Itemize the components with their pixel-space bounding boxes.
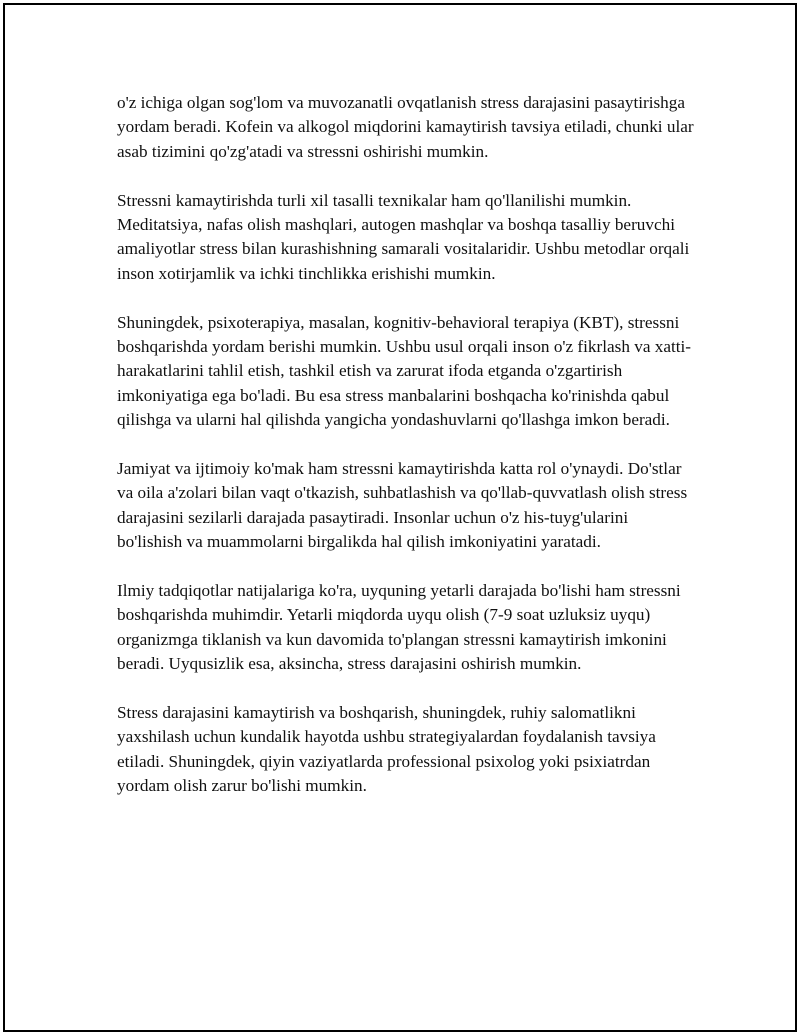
paragraph-psychotherapy: Shuningdek, psixoterapiya, masalan, kognitiv-behavioral terapiya (KBT), stressni boshqarishda yordam berishi mumkin. Ushbu usul orqali inson o'z fikrlash va xatti-harakatlarini tahlil etish, tashkil etish va zarurat ifoda etganda o'zgartirish imkoniyatiga ega bo'ladi. Bu esa stress manbalarini boshqacha ko'rinishda qabul qilishga va ularni hal qilishda yangicha yondashuvlarni qo'llashga imkon beradi. — [117, 312, 692, 430]
paragraph-sleep: Ilmiy tadqiqotlar natijalariga ko'ra, uyquning yetarli darajada bo'lishi ham stressni boshqarishda muhimdir. Yetarli miqdorda uyqu olish (7-9 soat uzluksiz uyqu) organizmga tiklanish va kun davomida to'plangan stressni kamaytirish imkonini beradi. Uyqusizlik esa, aksincha, stress darajasini oshirish mumkin. — [117, 581, 681, 674]
document-body — [117, 91, 697, 823]
paragraph-diet: o'z ichiga olgan sog'lom va muvozanatli ovqatlanish stress darajasini pasaytirishga yordam beradi. Kofein va alkogol miqdorini kamaytirish tavsiya etiladi, chunki ular asab tizimini qo'zg'atadi va stressni oshirishi mumkin. — [117, 93, 694, 161]
paragraph-social-support: Jamiyat va ijtimoiy ko'mak ham stressni kamaytirishda katta rol o'ynaydi. Do'stlar va oila a'zolari bilan vaqt o'tkazish, suhbatlashish va qo'llab-quvvatlash olish stress darajasini sezilarli darajada pasaytiradi. Insonlar uchun o'z his-tuyg'ularini bo'lishish va muammolarni birgalikda hal qilish imkoniyatini yaratadi. — [117, 459, 688, 552]
paragraph-conclusion: Stress darajasini kamaytirish va boshqarish, shuningdek, ruhiy salomatlikni yaxshilash uchun kundalik hayotda ushbu strategiyalardan foydalanish tavsiya etiladi. Shuningdek, qiyin vaziyatlarda professional psixolog yoki psixiatrdan yordam olish zarur bo'lishi mumkin. — [117, 703, 656, 796]
paragraph-relaxation: Stressni kamaytirishda turli xil tasalli texnikalar ham qo'llanilishi mumkin. Meditatsiya, nafas olish mashqlari, autogen mashqlar va boshqa tasalliy beruvchi amaliyotlar stress bilan kurashishning samarali vositalaridir. Ushbu metodlar orqali inson xotirjamlik va ichki tinchlikka erishishi mumkin. — [117, 190, 690, 283]
